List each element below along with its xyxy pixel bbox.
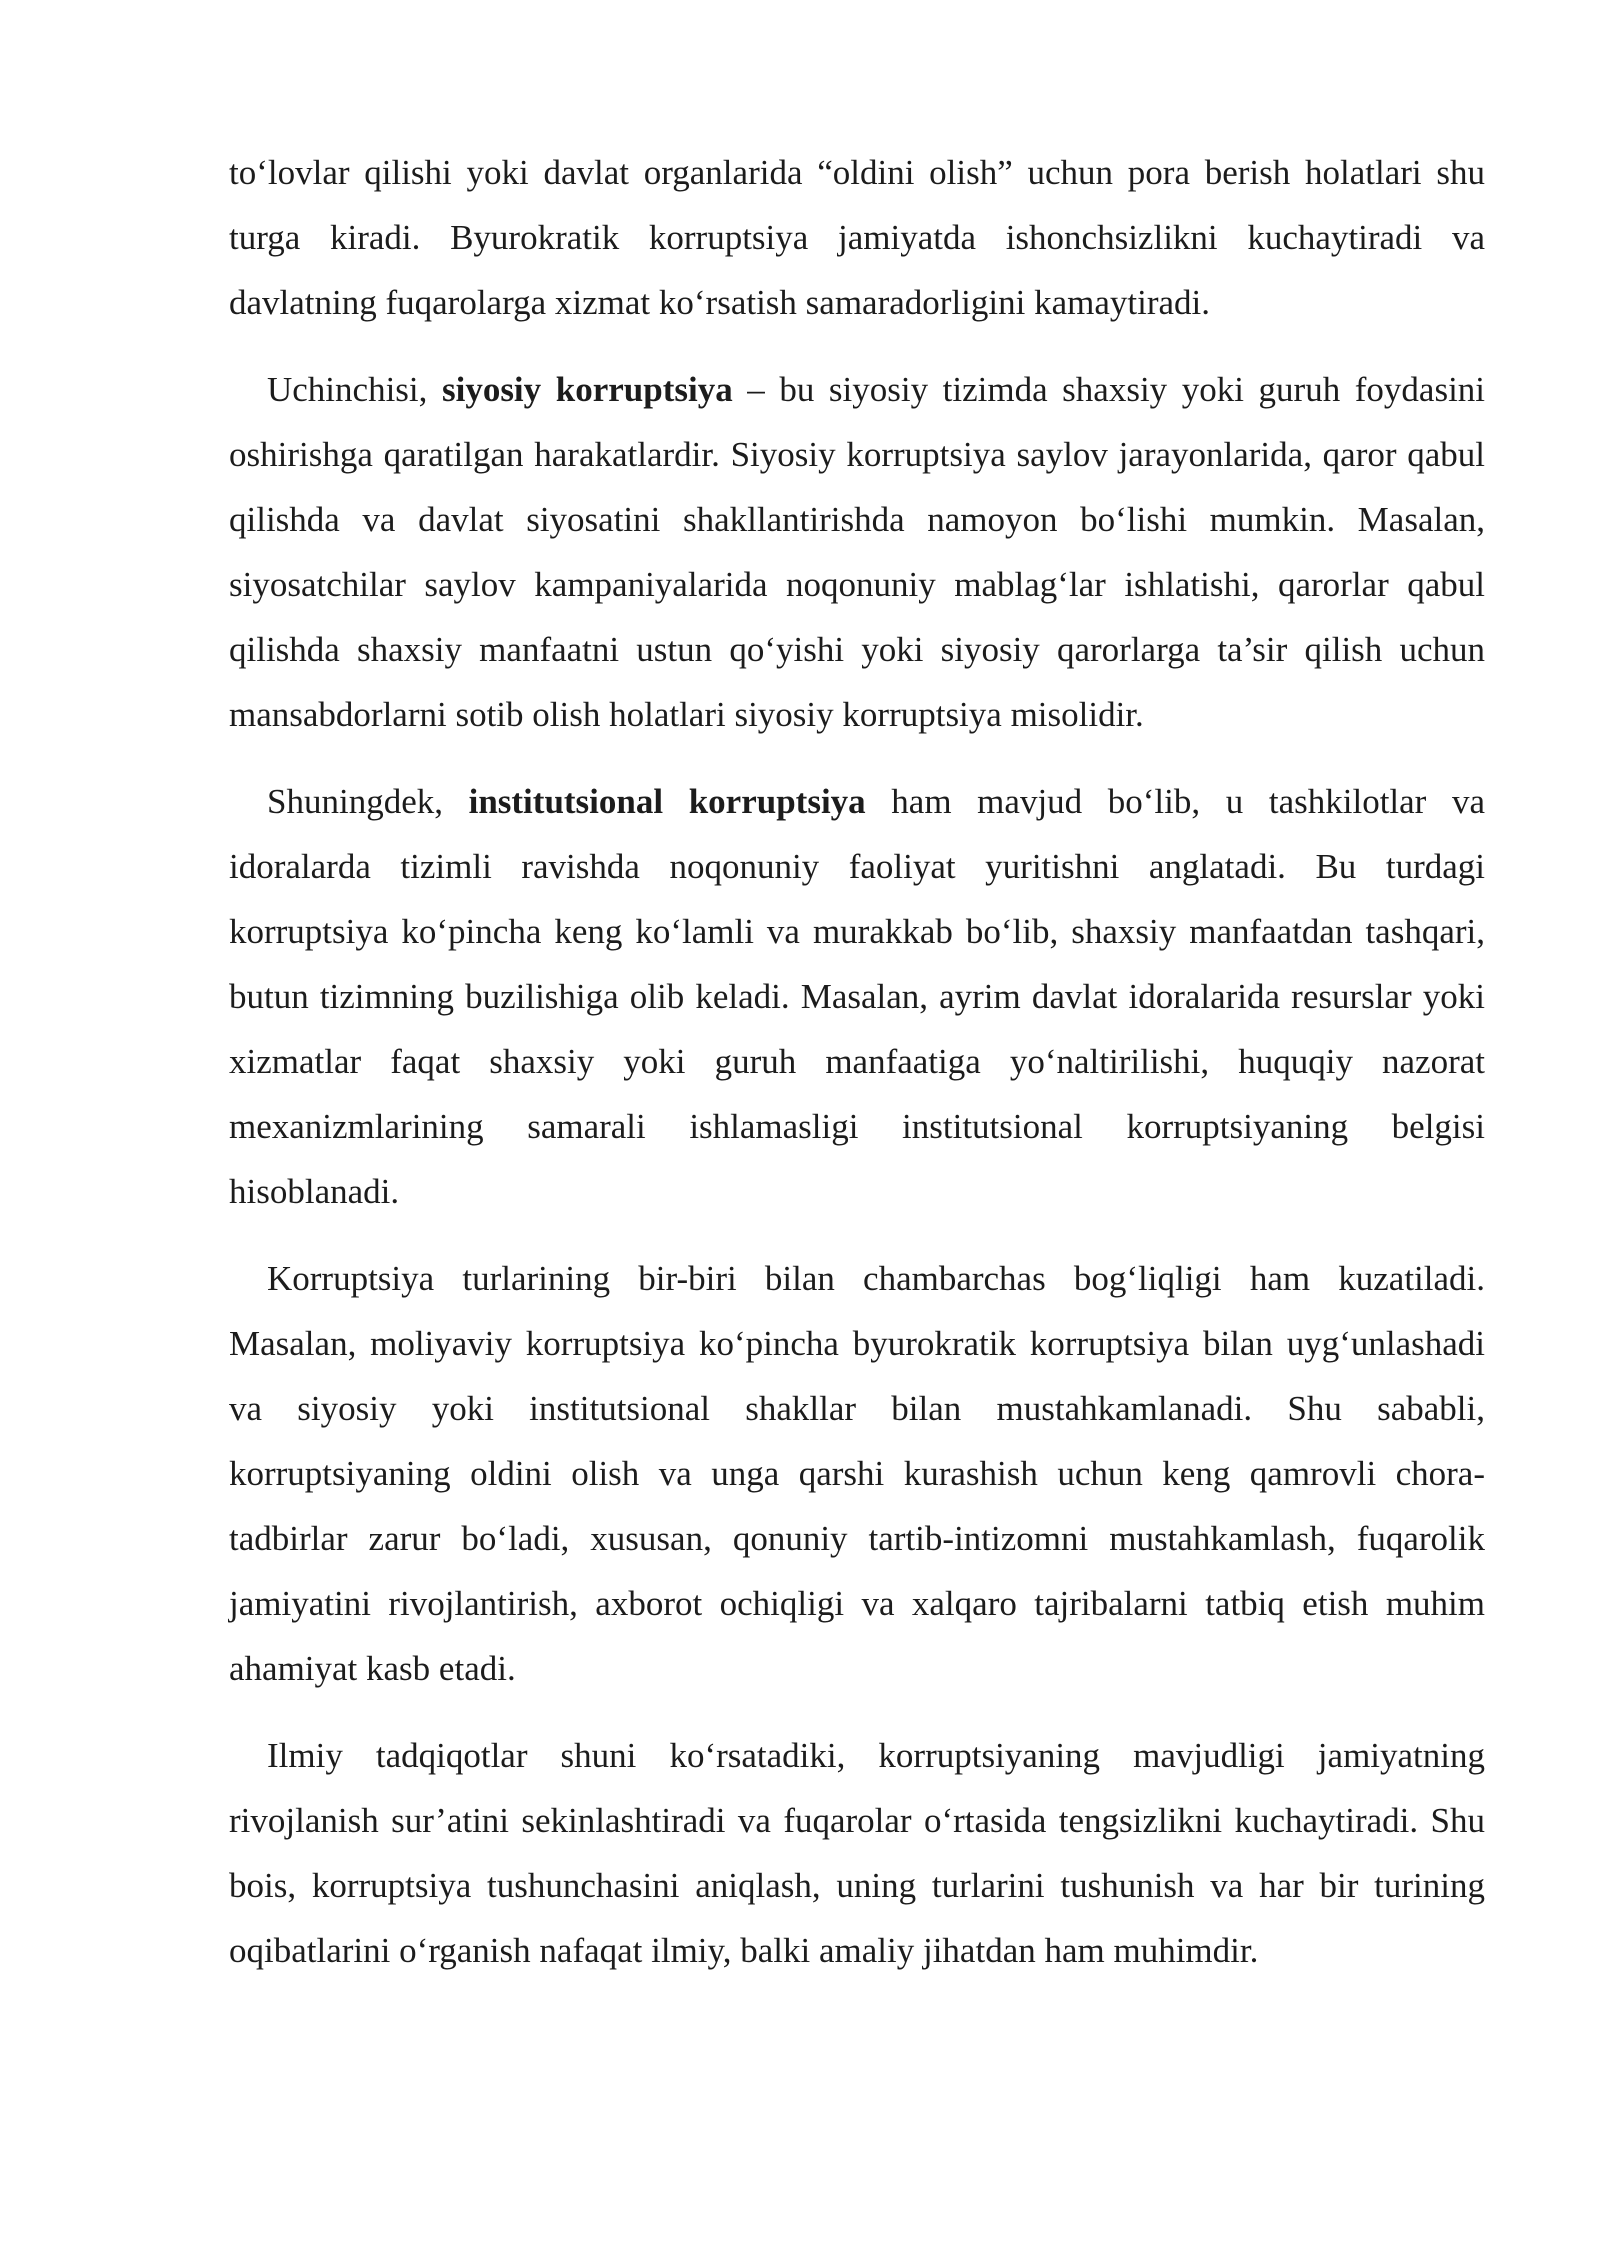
document-body bbox=[229, 140, 1485, 2005]
term-political-corruption: siyosiy korruptsiya bbox=[441, 370, 733, 409]
paragraph-lead: Shuningdek, bbox=[267, 782, 469, 821]
paragraph-political-corruption bbox=[229, 357, 1485, 747]
paragraph-interrelation bbox=[229, 1246, 1485, 1701]
paragraph-text: Ilmiy tadqiqotlar shuni ko‘rsatadiki, korruptsiyaning mavjudligi jamiyatning rivojlanish sur’atini sekinlashtiradi va fuqarolar o‘rtasida tengsizlikni kuchaytiradi. Shu bois, korruptsiya tushunchasini aniqlash, uning turlarini tushunish va har bir turining oqibatlarini o‘rganish nafaqat ilmiy, balki amaliy jihatdan ham muhimdir. bbox=[229, 1736, 1485, 1970]
paragraph-continuation bbox=[229, 140, 1485, 335]
paragraph-lead: Uchinchisi, bbox=[267, 370, 442, 409]
paragraph-text: ham mavjud bo‘lib, u tashkilotlar va idoralarda tizimli ravishda noqonuniy faoliyat yuritishni anglatadi. Bu turdagi korruptsiya ko‘pincha keng ko‘lamli va murakkab bo‘lib, shaxsiy manfaatdan tashqari, butun tizimning buzilishiga olib keladi. Masalan, ayrim davlat idoralarida resurslar yoki xizmatlar faqat shaxsiy yoki guruh manfaatiga yo‘naltirilishi, huquqiy nazorat mexanizmlarining samarali ishlamasligi institutsional korruptsiyaning belgisi hisoblanadi. bbox=[229, 782, 1485, 1211]
paragraph-text: Korruptsiya turlarining bir-biri bilan chambarchas bog‘liqligi ham kuzatiladi. Masalan, moliyaviy korruptsiya ko‘pincha byurokratik korruptsiya bilan uyg‘unlashadi va siyosiy yoki institutsional shakllar bilan mustahkamlanadi. Shu sababli, korruptsiyaning oldini olish va unga qarshi kurashish uchun keng qamrovli chora-tadbirlar zarur bo‘ladi, xususan, qonuniy tartib-intizomni mustahkamlash, fuqarolik jamiyatini rivojlantirish, axborot ochiqligi va xalqaro tajribalarni tatbiq etish muhim ahamiyat kasb etadi. bbox=[229, 1259, 1485, 1688]
paragraph-text: to‘lovlar qilishi yoki davlat organlarida “oldini olish” uchun pora berish holatlari shu turga kiradi. Byurokratik korruptsiya jamiyatda ishonchsizlikni kuchaytiradi va davlatning fuqarolarga xizmat ko‘rsatish samaradorligini kamaytiradi. bbox=[229, 153, 1485, 322]
paragraph-text: – bu siyosiy tizimda shaxsiy yoki guruh foydasini oshirishga qaratilgan harakatlardir. Siyosiy korruptsiya saylov jarayonlarida, qaror qabul qilishda va davlat siyosatini shakllantirishda namoyon bo‘lishi mumkin. Masalan, siyosatchilar saylov kampaniyalarida noqonuniy mablag‘lar ishlatishi, qarorlar qabul qilishda shaxsiy manfaatni ustun qo‘yishi yoki siyosiy qarorlarga ta’sir qilish uchun mansabdorlarni sotib olish holatlari siyosiy korruptsiya misolidir. bbox=[229, 370, 1486, 734]
paragraph-research-conclusion bbox=[229, 1723, 1485, 1983]
paragraph-institutional-corruption bbox=[229, 769, 1485, 1224]
term-institutional-corruption: institutsional korruptsiya bbox=[468, 782, 866, 821]
